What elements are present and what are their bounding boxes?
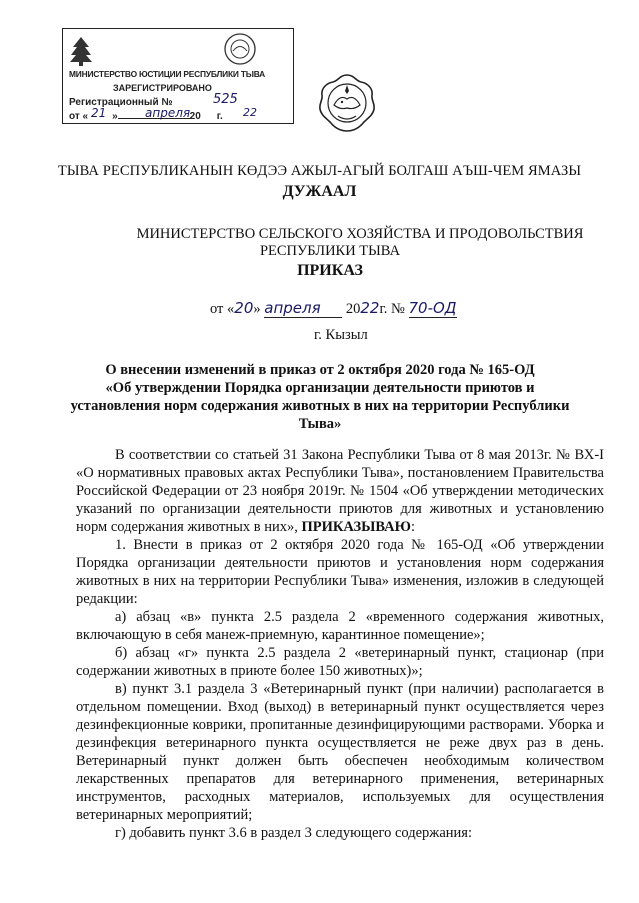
stamp-date-month: апреля — [145, 106, 191, 120]
ministry-name-line2: РЕСПУБЛИКИ ТЫВА — [259, 243, 401, 259]
order-date-day: 20 — [234, 299, 254, 317]
registration-stamp — [62, 28, 294, 124]
small-emblem-icon — [223, 32, 257, 66]
stamp-date-day: 21 — [91, 106, 107, 120]
stamp-ministry: МИНИСТЕРСТВО ЮСТИЦИИ РЕСПУБЛИКИ ТЫВА — [69, 69, 266, 79]
paragraph-item-1: 1. Внести в приказ от 2 октября 2020 года № 165-ОД «Об утверждении Порядка организации деятельности приютов и установления норм содержания животных в них на территории Республики Тыва» изменения, изложив в следующей редакции: — [76, 537, 604, 607]
city: г. Кызыл — [314, 327, 368, 343]
paragraph-preamble — [76, 446, 604, 536]
paragraph-item-v: в) пункт 3.1 раздела 3 «Ветеринарный пункт (при наличии) располагается в отдельном помещении. Вход (выход) в ветеринарный пункт осуществляется через дезинфекционные коврики, пропитанные дезинфицирующими растворами. Уборка и дезинфекция ветеринарного пункта осуществляется не реже двух раз в день. Ветеринарный пункт должен быть обеспечен необходимым количеством лекарственных препаратов для ветеринарного применения, ветеринарных инструментов, расходных материалов, используемых для осуществления ветеринарных мероприятий; — [76, 681, 604, 823]
tuvan-doc-type: ДУЖААЛ — [282, 183, 357, 200]
stamp-date-suffix: г. — [216, 111, 223, 122]
stamp-reg-label: Регистрационный № — [69, 97, 173, 108]
stamp-year-prefix: 20 — [189, 111, 201, 122]
order-date-line — [210, 299, 457, 318]
stamp-registered: ЗАРЕГИСТРИРОВАНО — [113, 83, 212, 93]
order-verb: ПРИКАЗЫВАЮ — [297, 519, 411, 535]
order-date-mid: » — [253, 301, 265, 317]
stamp-date-prefix: от « — [69, 111, 89, 122]
order-year-prefix: 20 — [342, 301, 361, 317]
paragraph-item-g: г) добавить пункт 3.6 в раздел 3 следующего содержания: — [115, 825, 472, 841]
preamble-end: : — [410, 519, 416, 535]
preamble-text: В соответствии со статьей 31 Закона Республики Тыва от 8 мая 2013г. № ВХ-I «О нормативных правовых актах Республики Тыва», постановлением Правительства Российской Федерации от 23 ноября 2019г. № 1504 «Об утверждении методических указаний по организации деятельности приютов для животных и установлению норм содержания животных в них», — [76, 447, 604, 535]
tree-emblem-icon — [68, 35, 94, 67]
order-year-suffix: г. № — [379, 301, 409, 317]
order-date-year: 22 — [360, 299, 380, 317]
stamp-date-year: 22 — [243, 106, 257, 119]
subject-line2: «Об утверждении Порядка организации деятельности приютов и — [105, 380, 535, 396]
order-date-prefix: от « — [210, 301, 235, 317]
order-number: 70-ОД — [408, 299, 457, 317]
subject-line3: установления норм содержания животных в них на территории Республики — [70, 398, 570, 414]
paragraph-item-b: б) абзац «г» пункта 2.5 раздела 2 «ветеринарный пункт, стационар (при содержании животных в приюте более 150 животных)»; — [76, 645, 604, 679]
ministry-name-line1: МИНИСТЕРСТВО СЕЛЬСКОГО ХОЗЯЙСТВА И ПРОДОВОЛЬСТВИЯ — [136, 226, 584, 242]
coat-of-arms-icon — [316, 72, 378, 134]
order-date-month: апреля — [264, 299, 342, 318]
stamp-date-mid: » — [112, 111, 118, 122]
tuvan-ministry-name: ТЫВА РЕСПУБЛИКАНЫН КӨДЭЭ АЖЫЛ-АГЫЙ БОЛГАШ АЪШ-ЧЕМ ЯМАЗЫ — [57, 163, 582, 179]
paragraph-item-a: а) абзац «в» пункта 2.5 раздела 2 «временного содержания животных, включающую в себя манеж-приемную, карантинное помещение»; — [76, 609, 604, 643]
stamp-reg-number: 525 — [213, 92, 238, 107]
doc-type: ПРИКАЗ — [297, 262, 363, 279]
subject-line4: Тыва» — [298, 416, 342, 432]
subject-line1: О внесении изменений в приказ от 2 октября 2020 года № 165-ОД — [105, 362, 535, 378]
document-body — [76, 446, 604, 842]
